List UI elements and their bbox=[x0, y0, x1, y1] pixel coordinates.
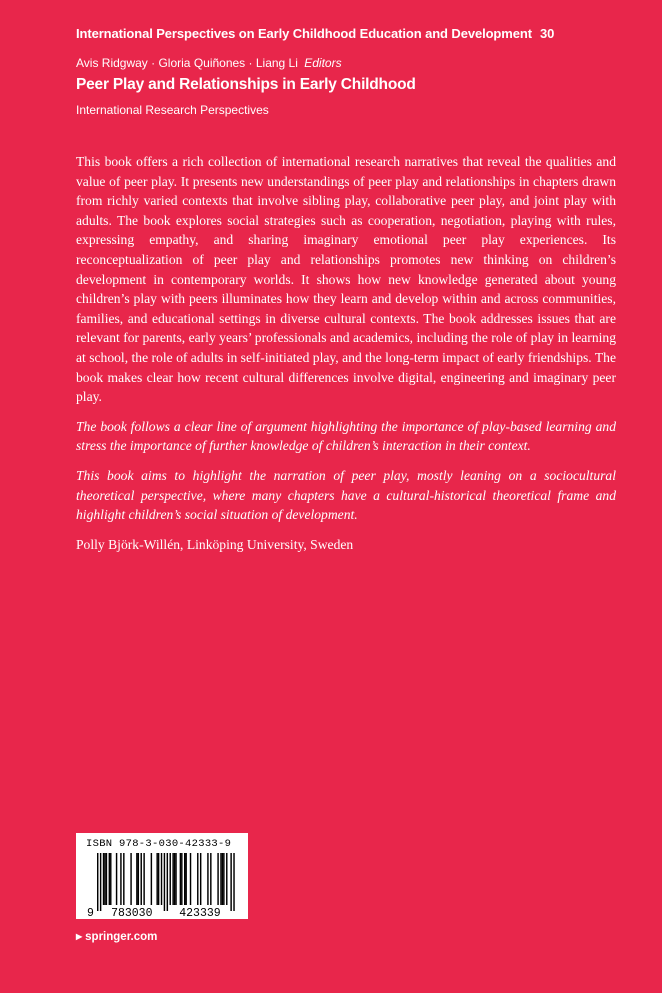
barcode-bar bbox=[106, 853, 107, 905]
barcode-bar bbox=[197, 853, 198, 905]
blurb bbox=[76, 152, 616, 564]
barcode-bar bbox=[217, 853, 218, 905]
barcode-bar bbox=[190, 853, 191, 905]
isbn-label: ISBN 978-3-030-42333-9 bbox=[86, 838, 232, 850]
barcode-digits: 423339 bbox=[179, 907, 221, 919]
review-quote-2: This book aims to highlight the narration of peer play, mostly leaning on a sociocultural theoretical perspective, where many chapters have a cultural-historical theoretical frame and highlight children’s social situation of development. bbox=[76, 467, 616, 523]
barcode-bar bbox=[181, 853, 182, 905]
barcode bbox=[76, 833, 248, 919]
barcode-digits: 9 bbox=[87, 907, 94, 919]
barcode-bar bbox=[104, 853, 105, 905]
barcode-bar bbox=[172, 853, 173, 905]
barcode-bar bbox=[220, 853, 221, 905]
barcode-bar bbox=[141, 853, 142, 905]
series-volume: 30 bbox=[539, 26, 555, 41]
editors-line bbox=[76, 56, 342, 70]
barcode-bar bbox=[110, 853, 111, 905]
barcode-bar bbox=[226, 853, 227, 905]
editor-names: Avis Ridgway · Gloria Quiñones · Liang Li bbox=[76, 56, 298, 70]
barcode-bar bbox=[223, 853, 224, 905]
barcode-bar bbox=[138, 853, 139, 905]
barcode-bar bbox=[167, 853, 168, 911]
barcode-bar bbox=[100, 853, 101, 911]
barcode-bar bbox=[143, 853, 144, 905]
barcode-bar bbox=[222, 853, 223, 905]
publisher-site: springer.com bbox=[85, 931, 158, 943]
blurb-description: This book offers a rich collection of international research narratives that reveal the qualities and value of peer play. It presents new understandings of peer play and relationships in chapters drawn from richly varied contexts that involve sibling play, collaborative peer play, and joint play with adults. The book explores social strategies such as cooperation, negotiation, playing with rules, expressing empathy, and sharing imaginary emotional peer play experiences. Its reconceptualization of peer play and relationships promotes new thinking on children’s development in contemporary worlds. It shows how new knowledge generated about young children’s play with peers illuminates how they learn and develop within and across communities, families, and educational settings in diverse cultural contexts. The book addresses issues that are relevant for parents, early years’ professionals and academics, including the role of play in learning at school, the role of adults in self-initiated play, and the long-term impact of early friendships. The book makes clear how recent cultural differences involve digital, engineering and imaginary peer play. bbox=[76, 154, 616, 405]
triangle-right-icon: ▶ bbox=[76, 932, 83, 941]
barcode-bar bbox=[130, 853, 131, 905]
barcode-bar bbox=[120, 853, 121, 905]
barcode-bar bbox=[200, 853, 201, 905]
barcode-bar bbox=[97, 853, 98, 911]
review-attribution: Polly Björk-Willén, Linköping University, Sweden bbox=[76, 536, 354, 552]
barcode-bar bbox=[164, 853, 165, 911]
barcode-bar bbox=[151, 853, 152, 905]
editor-role: Editors bbox=[304, 56, 342, 70]
series-title bbox=[76, 26, 554, 41]
barcode-bar bbox=[161, 853, 162, 905]
barcode-bar bbox=[185, 853, 186, 905]
barcode-bar bbox=[175, 853, 176, 905]
barcode-bar bbox=[158, 853, 159, 905]
barcode-bar bbox=[103, 853, 104, 905]
book-title: Peer Play and Relationships in Early Childhood bbox=[76, 76, 416, 93]
barcode-bar bbox=[116, 853, 117, 905]
barcode-bar bbox=[174, 853, 175, 905]
barcode-bar bbox=[156, 853, 157, 905]
barcode-bar bbox=[123, 853, 124, 905]
book-subtitle: International Research Perspectives bbox=[76, 103, 269, 117]
barcode-bar bbox=[109, 853, 110, 905]
barcode-bar bbox=[210, 853, 211, 905]
barcode-bar bbox=[136, 853, 137, 905]
barcode-bar bbox=[233, 853, 234, 911]
publisher-link[interactable] bbox=[76, 931, 157, 943]
barcode-bar bbox=[170, 853, 171, 905]
barcode-bar bbox=[207, 853, 208, 905]
barcode-bar bbox=[230, 853, 231, 911]
barcode-bar bbox=[184, 853, 185, 905]
review-quote-1: The book follows a clear line of argument highlighting the importance of play-based learning and stress the importance of further knowledge of children’s interaction in their context. bbox=[76, 418, 616, 454]
series-name: International Perspectives on Early Childhood Education and Development bbox=[76, 26, 532, 41]
barcode-digits: 783030 bbox=[111, 907, 153, 919]
barcode-bar bbox=[180, 853, 181, 905]
